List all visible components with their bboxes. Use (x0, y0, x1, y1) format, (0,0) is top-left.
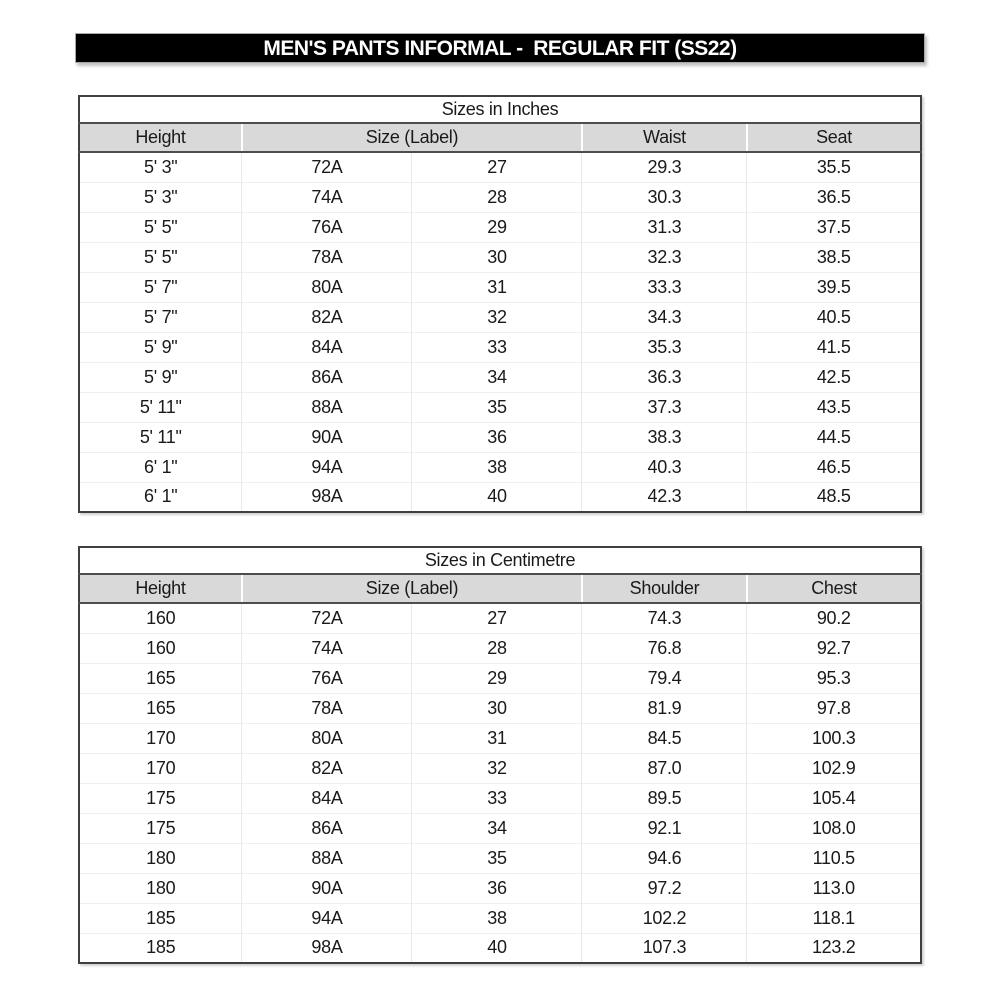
table-cell: 5' 9" (79, 362, 242, 392)
table-row (79, 723, 921, 753)
column-header-seat: Seat (747, 123, 921, 152)
table-cell: 5' 7" (79, 272, 242, 302)
table-cell: 5' 5" (79, 242, 242, 272)
table-cell: 185 (79, 933, 242, 963)
table-row (79, 392, 921, 422)
table-cell: 40.5 (747, 302, 921, 332)
table-cell: 35 (412, 843, 582, 873)
table-cell: 72A (242, 152, 412, 182)
table-cell: 97.2 (582, 873, 747, 903)
table-cell: 35.3 (582, 332, 747, 362)
table-cell: 88A (242, 843, 412, 873)
table-cell: 27 (412, 603, 582, 633)
table-cell: 31 (412, 272, 582, 302)
table-cell: 98A (242, 482, 412, 512)
table-row (79, 903, 921, 933)
table-header-row (79, 123, 921, 152)
table-cell: 165 (79, 693, 242, 723)
table-cell: 95.3 (747, 663, 921, 693)
table-cell: 180 (79, 843, 242, 873)
table-body (79, 152, 921, 512)
table-row (79, 302, 921, 332)
table-row (79, 362, 921, 392)
table-cell: 84A (242, 783, 412, 813)
table-cell: 38.5 (747, 242, 921, 272)
table-cell: 34 (412, 362, 582, 392)
table-cell: 5' 11" (79, 392, 242, 422)
table-cell: 79.4 (582, 663, 747, 693)
table-cell: 40 (412, 482, 582, 512)
table-row (79, 422, 921, 452)
table-cell: 90A (242, 422, 412, 452)
table-cell: 72A (242, 603, 412, 633)
table-cell: 160 (79, 633, 242, 663)
table-cell: 102.9 (747, 753, 921, 783)
table-cell: 94.6 (582, 843, 747, 873)
table-cell: 98A (242, 933, 412, 963)
table-cell: 87.0 (582, 753, 747, 783)
table-cell: 34.3 (582, 302, 747, 332)
table-cell: 32 (412, 753, 582, 783)
table-cell: 5' 5" (79, 212, 242, 242)
table-cell: 175 (79, 783, 242, 813)
table-row (79, 843, 921, 873)
table-cell: 30 (412, 693, 582, 723)
table-cell: 36 (412, 422, 582, 452)
table-cell: 170 (79, 753, 242, 783)
table-cell: 160 (79, 603, 242, 633)
table-cell: 94A (242, 452, 412, 482)
table-row (79, 813, 921, 843)
table-cell: 80A (242, 723, 412, 753)
table-row (79, 152, 921, 182)
table-cell: 108.0 (747, 813, 921, 843)
column-header-height: Height (79, 123, 242, 152)
column-header-shoulder: Shoulder (582, 574, 747, 603)
sizes-in-inches-table (78, 95, 922, 513)
table-cell: 30 (412, 242, 582, 272)
table-row (79, 332, 921, 362)
column-header-height: Height (79, 574, 242, 603)
table-cell: 27 (412, 152, 582, 182)
table-cell: 6' 1" (79, 482, 242, 512)
table-cell: 113.0 (747, 873, 921, 903)
table-cell: 86A (242, 813, 412, 843)
table-cell: 84A (242, 332, 412, 362)
table-row (79, 182, 921, 212)
table-row (79, 633, 921, 663)
table-cell: 5' 7" (79, 302, 242, 332)
table-row (79, 783, 921, 813)
table-cell: 94A (242, 903, 412, 933)
table-row (79, 272, 921, 302)
table-cell: 30.3 (582, 182, 747, 212)
table-row (79, 693, 921, 723)
table-cell: 32.3 (582, 242, 747, 272)
table-cell: 90A (242, 873, 412, 903)
table-cell: 123.2 (747, 933, 921, 963)
table-cell: 92.1 (582, 813, 747, 843)
table-cell: 29 (412, 663, 582, 693)
table-row (79, 753, 921, 783)
table-cell: 32 (412, 302, 582, 332)
table-cell: 82A (242, 753, 412, 783)
table-cell: 35.5 (747, 152, 921, 182)
table-cell: 28 (412, 633, 582, 663)
column-header-size-label: Size (Label) (242, 123, 582, 152)
table-cell: 102.2 (582, 903, 747, 933)
table-cell: 36 (412, 873, 582, 903)
table-row (79, 933, 921, 963)
table-row (79, 212, 921, 242)
table-cell: 5' 3" (79, 182, 242, 212)
table-cell: 38.3 (582, 422, 747, 452)
table-row (79, 482, 921, 512)
table-cell: 82A (242, 302, 412, 332)
table-cell: 28 (412, 182, 582, 212)
table-cell: 170 (79, 723, 242, 753)
table-cell: 81.9 (582, 693, 747, 723)
table-cell: 33.3 (582, 272, 747, 302)
table-header-row (79, 574, 921, 603)
table-cell: 5' 9" (79, 332, 242, 362)
table-cell: 48.5 (747, 482, 921, 512)
table-title: Sizes in Inches (79, 96, 921, 123)
table-cell: 84.5 (582, 723, 747, 753)
table-cell: 40.3 (582, 452, 747, 482)
table-title: Sizes in Centimetre (79, 547, 921, 574)
table-cell: 33 (412, 332, 582, 362)
table-cell: 43.5 (747, 392, 921, 422)
table-title-row (79, 96, 921, 123)
column-header-size-label: Size (Label) (242, 574, 582, 603)
table-cell: 76A (242, 663, 412, 693)
table-cell: 105.4 (747, 783, 921, 813)
table-cell: 175 (79, 813, 242, 843)
table-cell: 35 (412, 392, 582, 422)
table-cell: 37.5 (747, 212, 921, 242)
table-cell: 78A (242, 242, 412, 272)
table-cell: 39.5 (747, 272, 921, 302)
page-title: MEN'S PANTS INFORMAL - REGULAR FIT (SS22) (75, 33, 925, 63)
table-row (79, 603, 921, 633)
table-cell: 97.8 (747, 693, 921, 723)
table-cell: 118.1 (747, 903, 921, 933)
table-cell: 5' 11" (79, 422, 242, 452)
table-cell: 74.3 (582, 603, 747, 633)
table-cell: 29.3 (582, 152, 747, 182)
table-row (79, 242, 921, 272)
table-cell: 92.7 (747, 633, 921, 663)
table-cell: 6' 1" (79, 452, 242, 482)
table-cell: 74A (242, 633, 412, 663)
table-row (79, 663, 921, 693)
table-cell: 38 (412, 903, 582, 933)
column-header-waist: Waist (582, 123, 747, 152)
table-cell: 37.3 (582, 392, 747, 422)
table-cell: 34 (412, 813, 582, 843)
table-cell: 185 (79, 903, 242, 933)
table-row (79, 873, 921, 903)
table-cell: 31 (412, 723, 582, 753)
table-cell: 44.5 (747, 422, 921, 452)
table-cell: 36.5 (747, 182, 921, 212)
table-cell: 165 (79, 663, 242, 693)
table-cell: 76A (242, 212, 412, 242)
table-cell: 33 (412, 783, 582, 813)
table-cell: 76.8 (582, 633, 747, 663)
table-cell: 110.5 (747, 843, 921, 873)
table-cell: 89.5 (582, 783, 747, 813)
table-cell: 180 (79, 873, 242, 903)
table-cell: 36.3 (582, 362, 747, 392)
table-cell: 86A (242, 362, 412, 392)
table-cell: 29 (412, 212, 582, 242)
table-cell: 78A (242, 693, 412, 723)
table-cell: 80A (242, 272, 412, 302)
table-cell: 42.3 (582, 482, 747, 512)
table-cell: 38 (412, 452, 582, 482)
table-cell: 100.3 (747, 723, 921, 753)
table-body (79, 603, 921, 963)
table-cell: 40 (412, 933, 582, 963)
table-cell: 74A (242, 182, 412, 212)
column-header-chest: Chest (747, 574, 921, 603)
table-title-row (79, 547, 921, 574)
table-cell: 42.5 (747, 362, 921, 392)
table-row (79, 452, 921, 482)
table-cell: 41.5 (747, 332, 921, 362)
table-cell: 31.3 (582, 212, 747, 242)
sizes-in-centimetre-table (78, 546, 922, 964)
table-cell: 46.5 (747, 452, 921, 482)
table-cell: 90.2 (747, 603, 921, 633)
table-cell: 88A (242, 392, 412, 422)
table-cell: 107.3 (582, 933, 747, 963)
table-cell: 5' 3" (79, 152, 242, 182)
